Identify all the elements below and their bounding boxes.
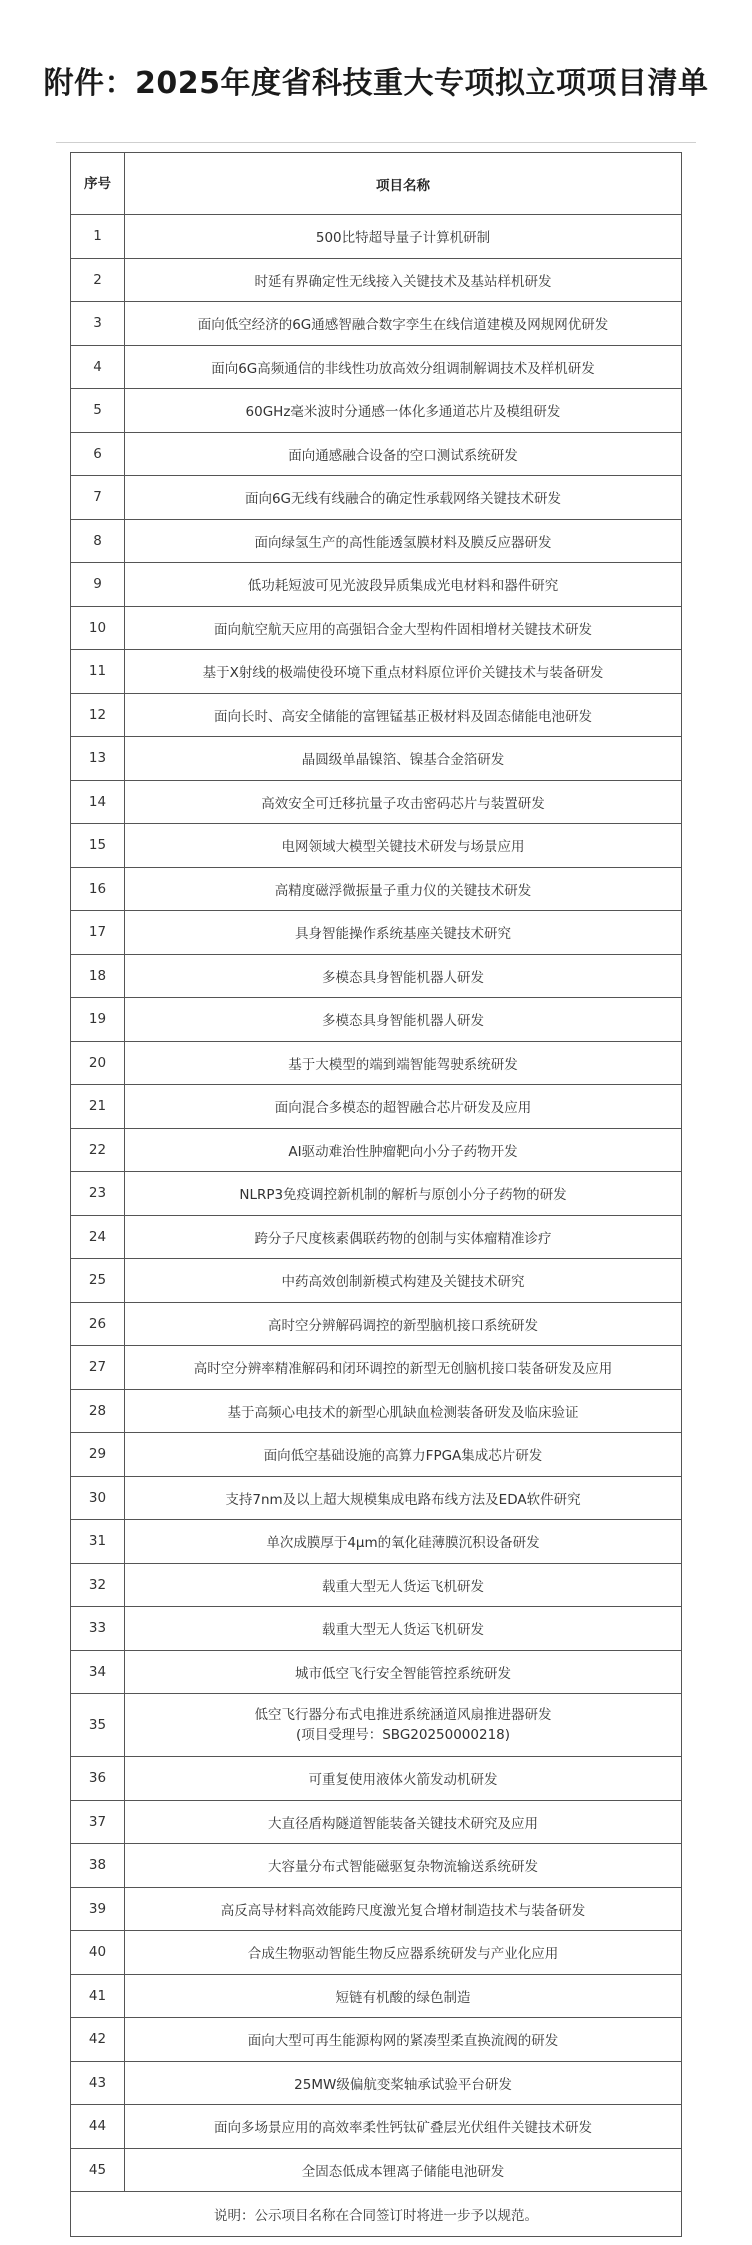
row-project-name: 短链有机酸的绿色制造 [125, 1974, 682, 2018]
table-row [71, 1215, 682, 1259]
row-number: 6 [71, 432, 125, 476]
table-row [71, 1346, 682, 1390]
table-row [71, 1650, 682, 1694]
row-project-name: 高效安全可迁移抗量子攻击密码芯片与装置研发 [125, 780, 682, 824]
row-number: 42 [71, 2018, 125, 2062]
row-number: 1 [71, 215, 125, 259]
row-number: 33 [71, 1607, 125, 1651]
row-number: 38 [71, 1844, 125, 1888]
table-row [71, 1302, 682, 1346]
row-number: 12 [71, 693, 125, 737]
table-row [71, 737, 682, 781]
row-number: 17 [71, 911, 125, 955]
row-project-name: 60GHz毫米波时分通感一体化多通道芯片及模组研发 [125, 389, 682, 433]
table-row [71, 1172, 682, 1216]
row-number: 44 [71, 2105, 125, 2149]
row-number: 36 [71, 1757, 125, 1801]
row-number: 41 [71, 1974, 125, 2018]
table-note-row [71, 2192, 682, 2237]
row-project-name: 跨分子尺度核素偶联药物的创制与实体瘤精准诊疗 [125, 1215, 682, 1259]
table-row [71, 2148, 682, 2192]
row-project-name: 面向航空航天应用的高强铝合金大型构件固相增材关键技术研发 [125, 606, 682, 650]
row-project-name: 面向大型可再生能源构网的紧凑型柔直换流阀的研发 [125, 2018, 682, 2062]
row-project-name: 电网领域大模型关键技术研发与场景应用 [125, 824, 682, 868]
row-number: 3 [71, 302, 125, 346]
row-number: 4 [71, 345, 125, 389]
row-project-name: 全固态低成本锂离子储能电池研发 [125, 2148, 682, 2192]
row-number: 24 [71, 1215, 125, 1259]
row-project-name: 面向6G高频通信的非线性功放高效分组调制解调技术及样机研发 [125, 345, 682, 389]
row-project-name: 面向6G无线有线融合的确定性承载网络关键技术研发 [125, 476, 682, 520]
row-number: 29 [71, 1433, 125, 1477]
header-project-name: 项目名称 [125, 153, 682, 215]
table-row [71, 476, 682, 520]
row-number: 15 [71, 824, 125, 868]
table-row [71, 824, 682, 868]
row-project-name: 大直径盾构隧道智能装备关键技术研究及应用 [125, 1800, 682, 1844]
row-project-name: 基于X射线的极端使役环境下重点材料原位评价关键技术与装备研发 [125, 650, 682, 694]
row-number: 8 [71, 519, 125, 563]
table-row [71, 2105, 682, 2149]
row-number: 2 [71, 258, 125, 302]
table-row [71, 1520, 682, 1564]
row-number: 39 [71, 1887, 125, 1931]
row-number: 14 [71, 780, 125, 824]
title-divider [56, 142, 696, 143]
table-row [71, 911, 682, 955]
row-project-name: 高时空分辨率精准解码和闭环调控的新型无创脑机接口装备研发及应用 [125, 1346, 682, 1390]
row-project-name: 高时空分辨解码调控的新型脑机接口系统研发 [125, 1302, 682, 1346]
table-row [71, 1694, 682, 1757]
project-acceptance-number: (项目受理号：SBG20250000218) [295, 1727, 511, 1743]
row-number: 23 [71, 1172, 125, 1216]
row-number: 40 [71, 1931, 125, 1975]
row-number: 11 [71, 650, 125, 694]
row-project-name: 25MW级偏航变桨轴承试验平台研发 [125, 2061, 682, 2105]
table-row [71, 1844, 682, 1888]
row-number: 16 [71, 867, 125, 911]
table-row [71, 215, 682, 259]
row-project-name: 可重复使用液体火箭发动机研发 [125, 1757, 682, 1801]
table-row [71, 1607, 682, 1651]
row-project-name: 载重大型无人货运飞机研发 [125, 1607, 682, 1651]
table-row [71, 1433, 682, 1477]
row-number: 35 [71, 1694, 125, 1757]
row-number: 13 [71, 737, 125, 781]
row-project-name: 大容量分布式智能磁驱复杂物流输送系统研发 [125, 1844, 682, 1888]
table-row [71, 1128, 682, 1172]
row-project-name: 500比特超导量子计算机研制 [125, 215, 682, 259]
table-row [71, 2018, 682, 2062]
row-project-name: 基于大模型的端到端智能驾驶系统研发 [125, 1041, 682, 1085]
row-number: 32 [71, 1563, 125, 1607]
table-row [71, 1757, 682, 1801]
row-number: 7 [71, 476, 125, 520]
table-row [71, 389, 682, 433]
table-row [71, 563, 682, 607]
row-number: 19 [71, 998, 125, 1042]
table-row [71, 867, 682, 911]
row-project-name: AI驱动难治性肿瘤靶向小分子药物开发 [125, 1128, 682, 1172]
table-row [71, 1974, 682, 2018]
row-number: 28 [71, 1389, 125, 1433]
table-row [71, 1085, 682, 1129]
row-number: 43 [71, 2061, 125, 2105]
table-row [71, 432, 682, 476]
row-number: 31 [71, 1520, 125, 1564]
row-number: 30 [71, 1476, 125, 1520]
table-header-row [71, 153, 682, 215]
table-note: 说明：公示项目名称在合同签订时将进一步予以规范。 [71, 2192, 682, 2237]
row-project-name: 面向多场景应用的高效率柔性钙钛矿叠层光伏组件关键技术研发 [125, 2105, 682, 2149]
row-project-name: 时延有界确定性无线接入关键技术及基站样机研发 [125, 258, 682, 302]
table-row [71, 345, 682, 389]
row-project-name: 多模态具身智能机器人研发 [125, 998, 682, 1042]
row-number: 25 [71, 1259, 125, 1303]
row-project-name: 高反高导材料高效能跨尺度激光复合增材制造技术与装备研发 [125, 1887, 682, 1931]
row-project-name: 中药高效创制新模式构建及关键技术研究 [125, 1259, 682, 1303]
row-number: 9 [71, 563, 125, 607]
table-row [71, 1041, 682, 1085]
project-name-line: 低空飞行器分布式电推进系统涵道风扇推进器研发 [254, 1707, 552, 1723]
row-number: 27 [71, 1346, 125, 1390]
row-number: 34 [71, 1650, 125, 1694]
row-project-name: 面向绿氢生产的高性能透氢膜材料及膜反应器研发 [125, 519, 682, 563]
row-number: 45 [71, 2148, 125, 2192]
row-number: 10 [71, 606, 125, 650]
row-project-name: 高精度磁浮微振量子重力仪的关键技术研发 [125, 867, 682, 911]
row-project-name: 城市低空飞行安全智能管控系统研发 [125, 1650, 682, 1694]
row-number: 37 [71, 1800, 125, 1844]
table-row [71, 1563, 682, 1607]
table-row [71, 302, 682, 346]
row-project-name: 单次成膜厚于4μm的氧化硅薄膜沉积设备研发 [125, 1520, 682, 1564]
row-project-name [125, 1694, 682, 1757]
row-number: 18 [71, 954, 125, 998]
row-project-name: 面向混合多模态的超智融合芯片研发及应用 [125, 1085, 682, 1129]
row-project-name: 载重大型无人货运飞机研发 [125, 1563, 682, 1607]
row-project-name: 面向低空经济的6G通感智融合数字孪生在线信道建模及网规网优研发 [125, 302, 682, 346]
table-row [71, 258, 682, 302]
table-row [71, 998, 682, 1042]
row-number: 20 [71, 1041, 125, 1085]
table-row [71, 1931, 682, 1975]
row-project-name: 基于高频心电技术的新型心肌缺血检测装备研发及临床验证 [125, 1389, 682, 1433]
page-title: 附件：2025年度省科技重大专项拟立项项目清单 [43, 66, 709, 101]
table-row [71, 1887, 682, 1931]
row-project-name: 面向通感融合设备的空口测试系统研发 [125, 432, 682, 476]
table-row [71, 1389, 682, 1433]
row-project-name: 多模态具身智能机器人研发 [125, 954, 682, 998]
row-project-name: 合成生物驱动智能生物反应器系统研发与产业化应用 [125, 1931, 682, 1975]
row-project-name: NLRP3免疫调控新机制的解析与原创小分子药物的研发 [125, 1172, 682, 1216]
project-table [70, 152, 682, 2237]
table-row [71, 650, 682, 694]
table-row [71, 606, 682, 650]
row-number: 21 [71, 1085, 125, 1129]
header-number: 序号 [71, 153, 125, 215]
table-row [71, 1476, 682, 1520]
table-row [71, 519, 682, 563]
row-number: 22 [71, 1128, 125, 1172]
row-project-name: 面向长时、高安全储能的富锂锰基正极材料及固态储能电池研发 [125, 693, 682, 737]
table-row [71, 2061, 682, 2105]
table-row [71, 693, 682, 737]
row-project-name: 晶圆级单晶镍箔、镍基合金箔研发 [125, 737, 682, 781]
row-project-name: 低功耗短波可见光波段异质集成光电材料和器件研究 [125, 563, 682, 607]
row-project-name: 面向低空基础设施的高算力FPGA集成芯片研发 [125, 1433, 682, 1477]
row-project-name: 支持7nm及以上超大规模集成电路布线方法及EDA软件研究 [125, 1476, 682, 1520]
table-row [71, 1800, 682, 1844]
table-row [71, 1259, 682, 1303]
row-number: 5 [71, 389, 125, 433]
table-row [71, 954, 682, 998]
row-number: 26 [71, 1302, 125, 1346]
row-project-name: 具身智能操作系统基座关键技术研究 [125, 911, 682, 955]
table-row [71, 780, 682, 824]
